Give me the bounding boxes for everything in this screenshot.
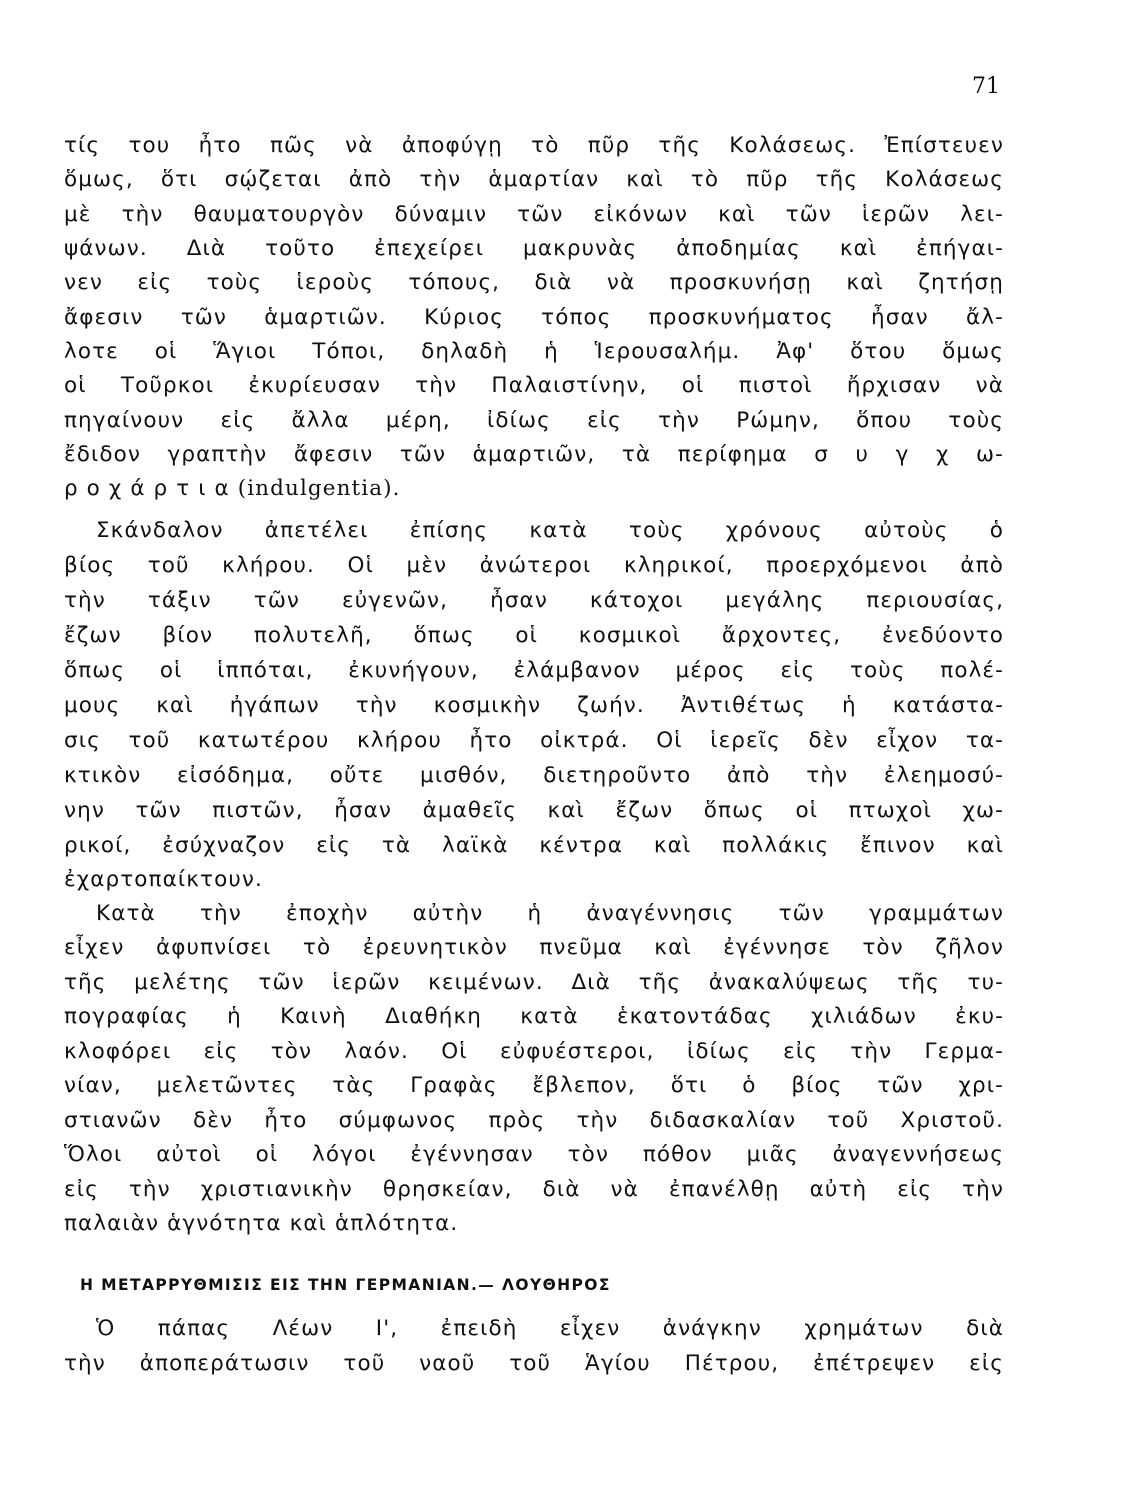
latin-term: (indulgentia).: [237, 476, 401, 501]
text-line: παλαιὰν ἁγνότητα καὶ ἁπλότητα.: [64, 1211, 459, 1236]
text-line: νίαν, μελετῶντες τὰς Γραφὰς ἔβλεπον, ὅτι ὁ βίος τῶν χρι-: [64, 1073, 1004, 1098]
text-line: Κατὰ τὴν ἐποχὴν αὐτὴν ἡ ἀναγέννησις τῶν γραμμάτων: [96, 901, 1004, 926]
text-line: τῆς μελέτης τῶν ἱερῶν κειμένων. Διὰ τῆς ἀνακαλύψεως τῆς τυ-: [64, 970, 1004, 995]
text-line: μους καὶ ἠγάπων τὴν κοσμικὴν ζωήν. Ἀντιθέτως ἡ κατάστα-: [64, 693, 1004, 718]
text-line: ρικοί, ἐσύχναζον εἰς τὰ λαϊκὰ κέντρα καὶ πολλάκις ἔπινον καὶ: [64, 833, 1004, 858]
text-line: στιανῶν δὲν ἦτο σύμφωνος πρὸς τὴν διδασκαλίαν τοῦ Χριστοῦ.: [64, 1108, 1004, 1133]
text-line: ὅμως, ὅτι σῴζεται ἀπὸ τὴν ἁμαρτίαν καὶ τὸ πῦρ τῆς Κολάσεως: [64, 167, 1004, 192]
text-line: τὴν ἀποπεράτωσιν τοῦ ναοῦ τοῦ Ἁγίου Πέτρου, ἐπέτρεψεν εἰς: [64, 1351, 1004, 1376]
text-line: Ὁ πάπας Λέων Ι', ἐπειδὴ εἶχεν ἀνάγκην χρημάτων διὰ: [96, 1316, 1004, 1341]
text-line: πηγαίνουν εἰς ἄλλα μέρη, ἰδίως εἰς τὴν Ρώμην, ὅπου τοὺς: [64, 408, 1004, 433]
text-line: ἔζων βίον πολυτελῆ, ὅπως οἱ κοσμικοὶ ἄρχοντες, ἐνεδύοντο: [64, 623, 1004, 648]
text-line: κλοφόρει εἰς τὸν λαόν. Οἱ εὐφυέστεροι, ἰδίως εἰς τὴν Γερμα-: [64, 1039, 1004, 1064]
text-line: τίς του ἦτο πῶς νὰ ἀποφύγῃ τὸ πῦρ τῆς Κολάσεως. Ἐπίστευεν: [64, 133, 1004, 158]
section-heading: Η ΜΕΤΑΡΡΥΘΜΙΣΙΣ ΕΙΣ ΤΗΝ ΓΕΡΜΑΝΙΑΝ.— ΛΟΥΘΗΡΟΣ: [80, 1276, 611, 1294]
text-line: οἱ Τοῦρκοι ἐκυρίευσαν τὴν Παλαιστίνην, οἱ πιστοὶ ἤρχισαν νὰ: [64, 373, 1004, 398]
text-line: πογραφίας ἡ Καινὴ Διαθήκη κατὰ ἑκατοντάδας χιλιάδων ἐκυ-: [64, 1004, 1004, 1029]
greek-term: ρ ο χ ά ρ τ ι α: [64, 476, 230, 501]
text-line: εἶχεν ἀφυπνίσει τὸ ἐρευνητικὸν πνεῦμα καὶ ἐγέννησε τὸν ζῆλον: [64, 935, 1004, 960]
text-line: λοτε οἱ Ἅγιοι Τόποι, δηλαδὴ ἡ Ἱερουσαλήμ. Ἀφ' ὅτου ὅμως: [64, 339, 1004, 364]
text-line: ἐχαρτοπαίκτουν.: [64, 867, 263, 892]
text-line: Σκάνδαλον ἀπετέλει ἐπίσης κατὰ τοὺς χρόνους αὐτοὺς ὁ: [96, 518, 1004, 543]
text-line: νεν εἰς τοὺς ἱεροὺς τόπους, διὰ νὰ προσκυνήσῃ καὶ ζητήσῃ: [64, 270, 1004, 295]
text-line: Ὅλοι αὐτοὶ οἱ λόγοι ἐγέννησαν τὸν πόθον μιᾶς ἀναγεννήσεως: [64, 1142, 1004, 1167]
page-number: 71: [972, 74, 1000, 99]
text-line: ψάνων. Διὰ τοῦτο ἐπεχείρει μακρυνὰς ἀποδημίας καὶ ἐπήγαι-: [64, 236, 1004, 261]
text-line: ἔδιδον γραπτὴν ἄφεσιν τῶν ἁμαρτιῶν, τὰ περίφημα σ υ γ χ ω-: [64, 442, 1004, 467]
text-line: ὅπως οἱ ἱππόται, ἐκυνήγουν, ἐλάμβανον μέρος εἰς τοὺς πολέ-: [64, 658, 1004, 683]
text-line: ἄφεσιν τῶν ἁμαρτιῶν. Κύριος τόπος προσκυνήματος ἦσαν ἄλ-: [64, 305, 1004, 330]
text-line: τὴν τάξιν τῶν εὐγενῶν, ἦσαν κάτοχοι μεγάλης περιουσίας,: [64, 588, 1004, 613]
text-line: [64, 473, 1004, 505]
text-line: κτικὸν εἰσόδημα, οὔτε μισθόν, διετηροῦντο ἀπὸ τὴν ἐλεημοσύ-: [64, 763, 1004, 788]
text-line: εἰς τὴν χριστιανικὴν θρησκείαν, διὰ νὰ ἐπανέλθῃ αὐτὴ εἰς τὴν: [64, 1177, 1004, 1202]
text-line: σις τοῦ κατωτέρου κλήρου ἦτο οἰκτρά. Οἱ ἱερεῖς δὲν εἶχον τα-: [64, 728, 1004, 753]
text-line: μὲ τὴν θαυματουργὸν δύναμιν τῶν εἰκόνων καὶ τῶν ἱερῶν λει-: [64, 202, 1004, 227]
text-line: βίος τοῦ κλήρου. Οἱ μὲν ἀνώτεροι κληρικοί, προερχόμενοι ἀπὸ: [64, 553, 1004, 578]
text-line: νην τῶν πιστῶν, ἦσαν ἀμαθεῖς καὶ ἔζων ὅπως οἱ πτωχοὶ χω-: [64, 798, 1004, 823]
